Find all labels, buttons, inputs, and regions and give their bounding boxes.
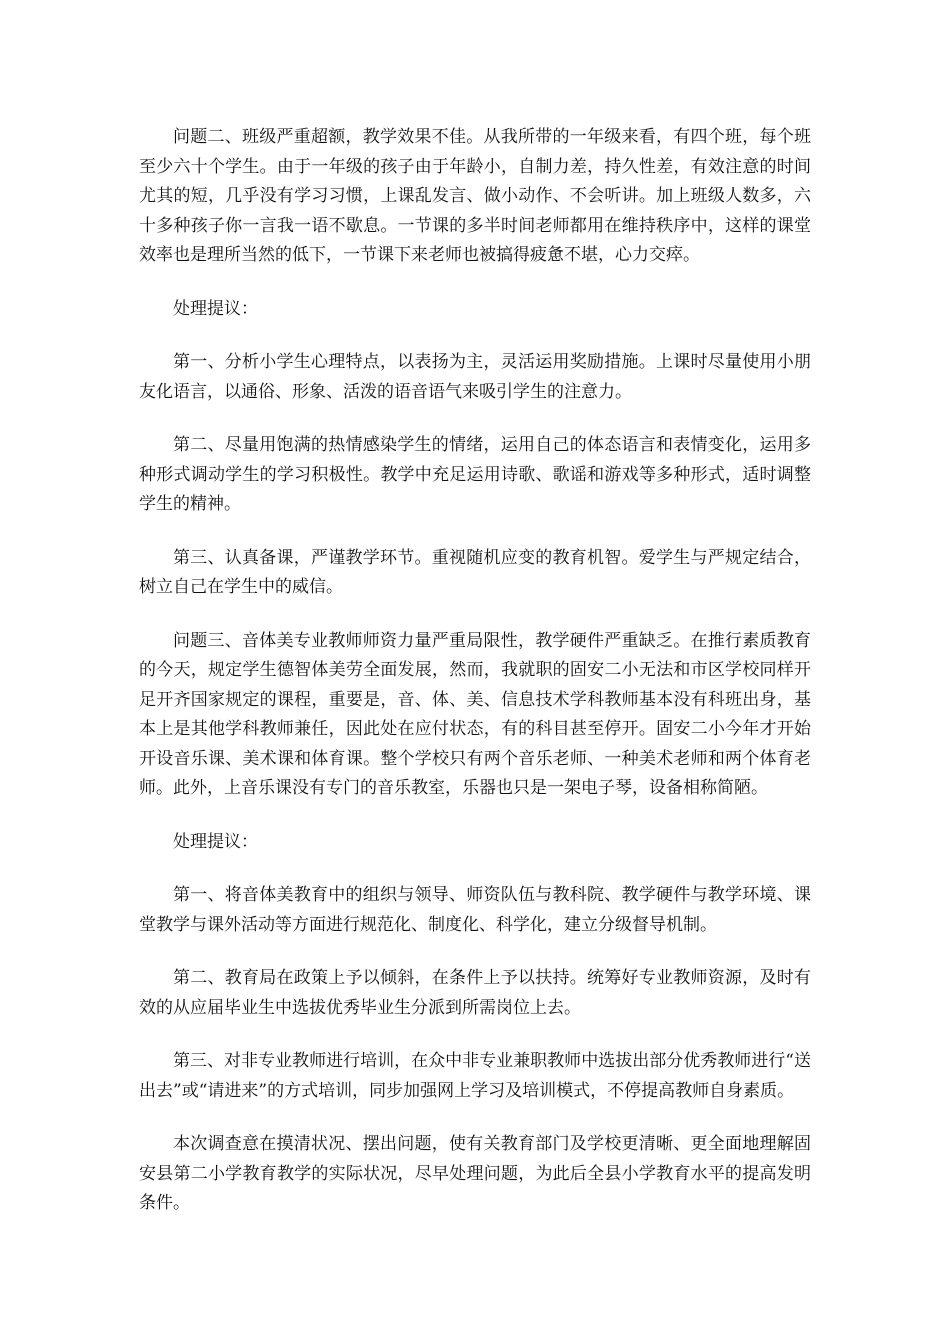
paragraph-suggestion-1-first: 第一、分析小学生心理特点，以表扬为主，灵活运用奖励措施。上课时尽量使用小朋友化语言，以通俗、形象、活泼的语音语气来吸引学生的注意力。 [139,352,811,402]
paragraph-suggestion-heading-1: 处理提议： [173,298,258,319]
paragraph-conclusion: 本次调查意在摸清状况、摆出问题，使有关教育部门及学校更清晰、更全面地理解固安县第二小学教育教学的实际状况，尽早处理问题，为此后全县小学教育水平的提高发明条件。 [139,1134,811,1213]
paragraph-suggestion-2-third: 第三、对非专业教师进行培训，在众中非专业兼职教师中选拔出部分优秀教师进行“送出去”或“请进来”的方式培训，同步加强网上学习及培训模式，不停提高教师自身素质。 [139,1051,811,1101]
paragraph-problem-three: 问题三、音体美专业教师师资力量严重局限性，教学硬件严重缺乏。在推行素质教育的今天，规定学生德智体美劳全面发展，然而，我就职的固安二小无法和市区学校同样开足开齐国家规定的课程，重要是，音、体、美、信息技术学科教师基本没有科班出身，基本上是其他学科教师兼任，因此处在应付状态，有的科目甚至停开。固安二小今年才开始开设音乐课、美术课和体育课。整个学校只有两个音乐老师、一种美术老师和两个体育老师。此外，上音乐课没有专门的音乐教室，乐器也只是一架电子琴，设备相称简陋。 [139,630,811,798]
paragraph-suggestion-2-second: 第二、教育局在政策上予以倾斜，在条件上予以扶持。统筹好专业教师资源，及时有效的从应届毕业生中选拔优秀毕业生分派到所需岗位上去。 [139,968,811,1018]
paragraph-suggestion-heading-2: 处理提议： [173,831,258,852]
paragraph-problem-two: 问题二、班级严重超额，教学效果不佳。从我所带的一年级来看，有四个班，每个班至少六十个学生。由于一年级的孩子由于年龄小，自制力差，持久性差，有效注意的时间尤其的短，几乎没有学习习惯，上课乱发言、做小动作、不会听讲。加上班级人数多，六十多种孩子你一言我一语不歇息。一节课的多半时间老师都用在维持秩序中，这样的课堂效率也是理所当然的低下，一节课下来老师也被搞得疲惫不堪，心力交瘁。 [139,127,811,265]
paragraph-suggestion-1-third: 第三、认真备课，严谨教学环节。重视随机应变的教育机智。爱学生与严规定结合，树立自己在学生中的威信。 [139,547,811,597]
paragraph-suggestion-1-second: 第二、尽量用饱满的热情感染学生的情绪，运用自己的体态语言和表情变化，运用多种形式调动学生的学习积极性。教学中充足运用诗歌、歌谣和游戏等多种形式，适时调整学生的精神。 [139,435,811,514]
paragraph-suggestion-2-first: 第一、将音体美教育中的组织与领导、师资队伍与教科院、教学硬件与教学环境、课堂教学与课外活动等方面进行规范化、制度化、科学化，建立分级督导机制。 [139,885,811,935]
document-body [139,123,811,1243]
